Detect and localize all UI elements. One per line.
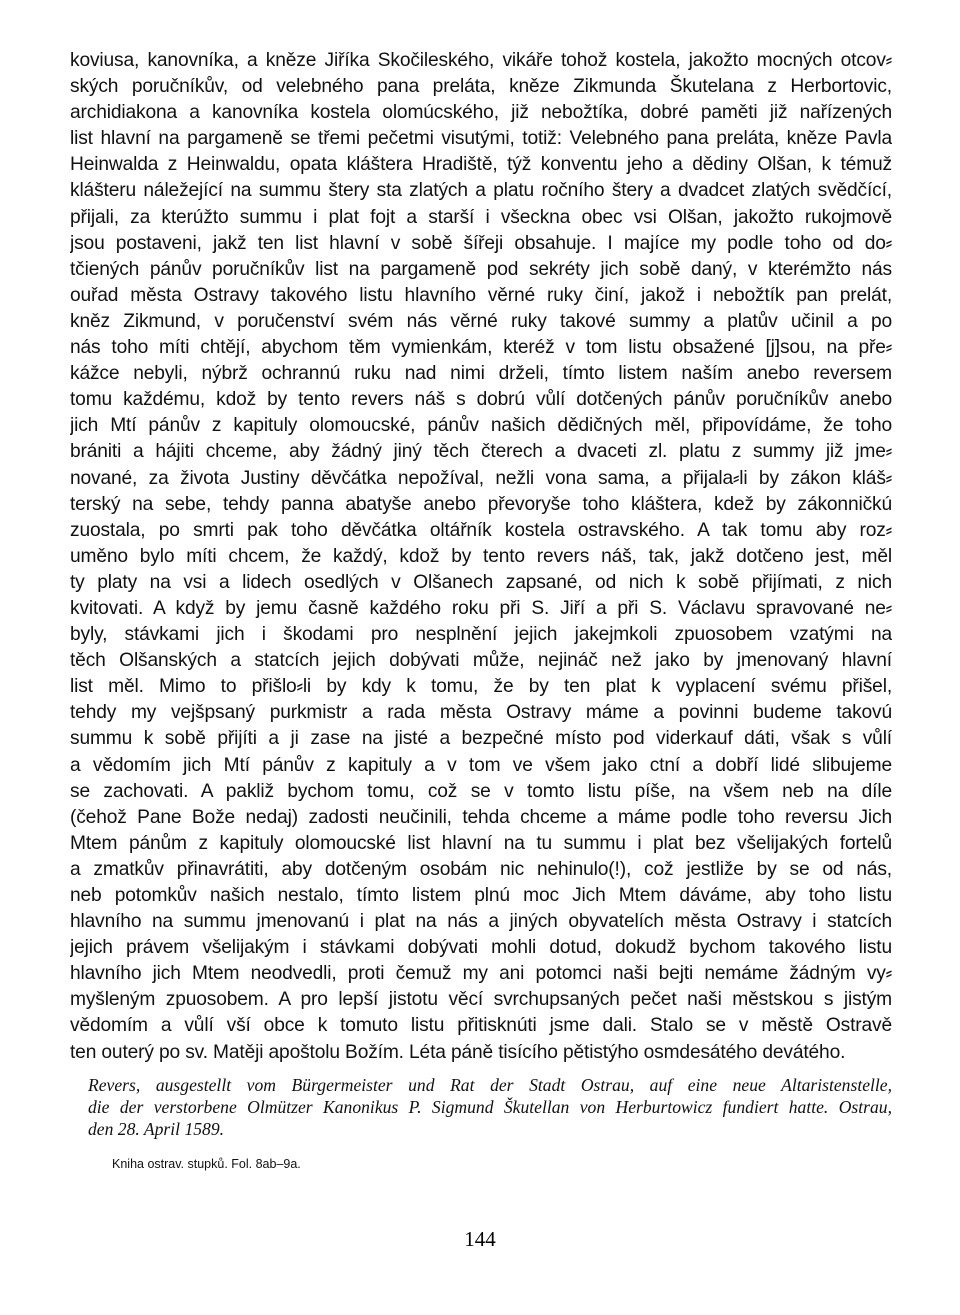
body-line: a vědomím jich Mtí pánův z kapituly a v tom ve všem jako ctní a dobří lidé slibujeme	[70, 754, 892, 776]
body-line: archidiakona a kanovníka kostela olomúcského, již nebožtíka, dobré paměti již nařízených	[70, 102, 892, 124]
body-line: ouřad města Ostravy takového listu hlavního věrné ruky činí, jakož i nebožtík pan prelát,	[70, 284, 892, 306]
body-line: list hlavní na pargameně se třemi pečetmi visutými, totiž: Velebného pana preláta, kněze Pavla	[70, 128, 892, 150]
body-line: kvitovati. A když by jemu časně každého roku při S. Jiří a při S. Václavu spravované ne⸗	[70, 597, 892, 619]
body-line: ty platy na vsi a lidech osedlých v Olšanech zapsané, od nich k sobě přijímati, z nich	[70, 571, 892, 593]
caption-line: Revers, ausgestellt vom Bürgermeister und Rat der Stadt Ostrau, auf eine neue Altaristenstelle,	[88, 1074, 892, 1095]
body-line: zuostala, po smrti pak toho děvčátka oltářník kostela ostravského. A tak tomu aby roz⸗	[70, 519, 892, 541]
body-line: brániti a hájiti chceme, aby žádný jiný těch čterech a dvaceti zl. platu z summy již jme⸗	[70, 441, 892, 463]
body-line: byly, stávkami jich i škodami pro nesplnění jejich jakejmkoli zpuosobem vzatými na	[70, 624, 892, 646]
body-line: Heinwalda z Heinwaldu, opata kláštera Hradiště, týž konventu jeho a dědiny Olšan, k témuž	[70, 154, 892, 176]
body-line: hlavního na summu jmenovanú i plat na nás a jiných obyvatelích města Ostravy i statcích	[70, 911, 892, 933]
body-line: ských poručníkův, od velebného pana preláta, kněze Zikmunda Škutelana z Herbortovic,	[70, 76, 892, 98]
body-line: koviusa, kanovníka, a kněze Jiříka Skočileského, vikáře tohož kostela, jakožto mocných otcov⸗	[70, 50, 892, 71]
body-line: myšleným zpuosobem. A pro lepší jistotu věcí svrchupsaných pečet naši městskou s jistým	[70, 989, 892, 1011]
page-number: 144	[464, 1227, 496, 1251]
body-line: Mtem pánům z kapituly olomoucské list hlavní na tu summu i plat bez všelijakých fortelů	[70, 832, 892, 854]
body-line: hlavního jich Mtem neodvedli, proti čemuž my ani potomci naši bejti nemáme žádným vy⸗	[70, 963, 892, 985]
body-line: (čehož Pane Bože nedaj) zadosti neučinili, tehda chceme a máme podle toho reversu Jich	[70, 806, 892, 828]
body-line: jich Mtí pánův z kapituly olomoucské, pánův našich dědičných měl, připovídáme, že toho	[70, 415, 892, 437]
body-line: summu k sobě přijíti a ji zase na jisté a bezpečné místo pod viderkauf dáti, však s vůlí	[70, 728, 892, 750]
body-line: uměno bylo míti chcem, že každý, kdož by tento revers náš, tak, jakž dotčeno jest, měl	[70, 545, 892, 567]
body-line: kněz Zikmund, v poručenství svém nás věrné ruky takové summy a platův učinil a po	[70, 310, 892, 332]
body-line: kážce nebyli, nýbrž ochrannú ruku nad nimi drželi, tímto listem naším anebo reversem	[70, 363, 892, 385]
body-line: terský na sebe, tehdy panna abatyše anebo převoryše toho kláštera, kdež by zákonničkú	[70, 493, 892, 515]
german-summary-caption	[88, 1074, 892, 1140]
body-line: přijali, za kterúžto summu i plat fojt a starší i všeckna obec vsi Olšan, jakožto rukojmově	[70, 206, 892, 228]
body-line: jsou postaveni, jakž ten list hlavní v sobě šířeji obsahuje. I majíce my podle toho od do⸗	[70, 232, 892, 254]
body-line: jejich právem všelijakým i stávkami dobývati mohli dotud, dokudž bychom takového listu	[70, 937, 892, 959]
body-line: vědomím a vůlí vší obce k tomuto listu přitisknúti jsme dali. Stalo se v městě Ostravě	[70, 1015, 892, 1037]
body-text	[70, 48, 892, 1066]
caption-line: den 28. April 1589.	[88, 1118, 225, 1139]
body-line: se zachovati. A pakliž bychom tomu, což se v tomto listu píše, na všem neb na díle	[70, 780, 892, 802]
body-line: tomu každému, kdož by tento revers náš s dobrú vůlí dotčených pánův poručníkův anebo	[70, 389, 892, 411]
body-line: nované, za života Justiny děvčátka nepožíval, nežli vona sama, a přijala⸗li by zákon kláš⸗	[70, 467, 892, 489]
body-line: tehdy my vejšpsaný purkmistr a rada města Ostravy máme a povinni budeme takovú	[70, 702, 892, 724]
body-line: těch Olšanských a statcích jejich dobývati může, nejináč než jako by jmenovaný hlavní	[70, 650, 892, 672]
body-line: klášteru náležející na summu štery sta zlatých a platu ročního štery a dvadcet zlatých svědčící,	[70, 180, 892, 202]
caption-line: die der verstorbene Olmützer Kanonikus P. Sigmund Škutellan von Herburtowicz fundiert hatte. Ostrau,	[88, 1096, 892, 1117]
body-line: tčiených pánův poručníkův list na pargameně pod sekréty jich sobě daný, v kterémžto nás	[70, 258, 892, 280]
body-line: nás toho míti chtějí, abychom těm vymienkám, kteréž v tom listu obsažené [j]sou, na pře⸗	[70, 337, 892, 359]
body-line: a zmatkův přinavrátiti, aby dotčeným osobám nic nehinulo(!), což jestliže by se od nás,	[70, 858, 892, 880]
body-line: ten outerý po sv. Matěji apoštolu Božím. Léta páně tisícího pětistýho osmdesátého devátého.	[70, 1041, 846, 1063]
source-reference: Kniha ostrav. stupků. Fol. 8ab–9a.	[112, 1156, 301, 1171]
body-line: neb potomkův našich nestalo, tímto listem plnú moc Jich Mtem dáváme, aby toho listu	[70, 885, 892, 906]
body-line: list měl. Mimo to přišlo⸗li by kdy k tomu, že by ten plat k vyplacení svému přišel,	[70, 676, 892, 698]
